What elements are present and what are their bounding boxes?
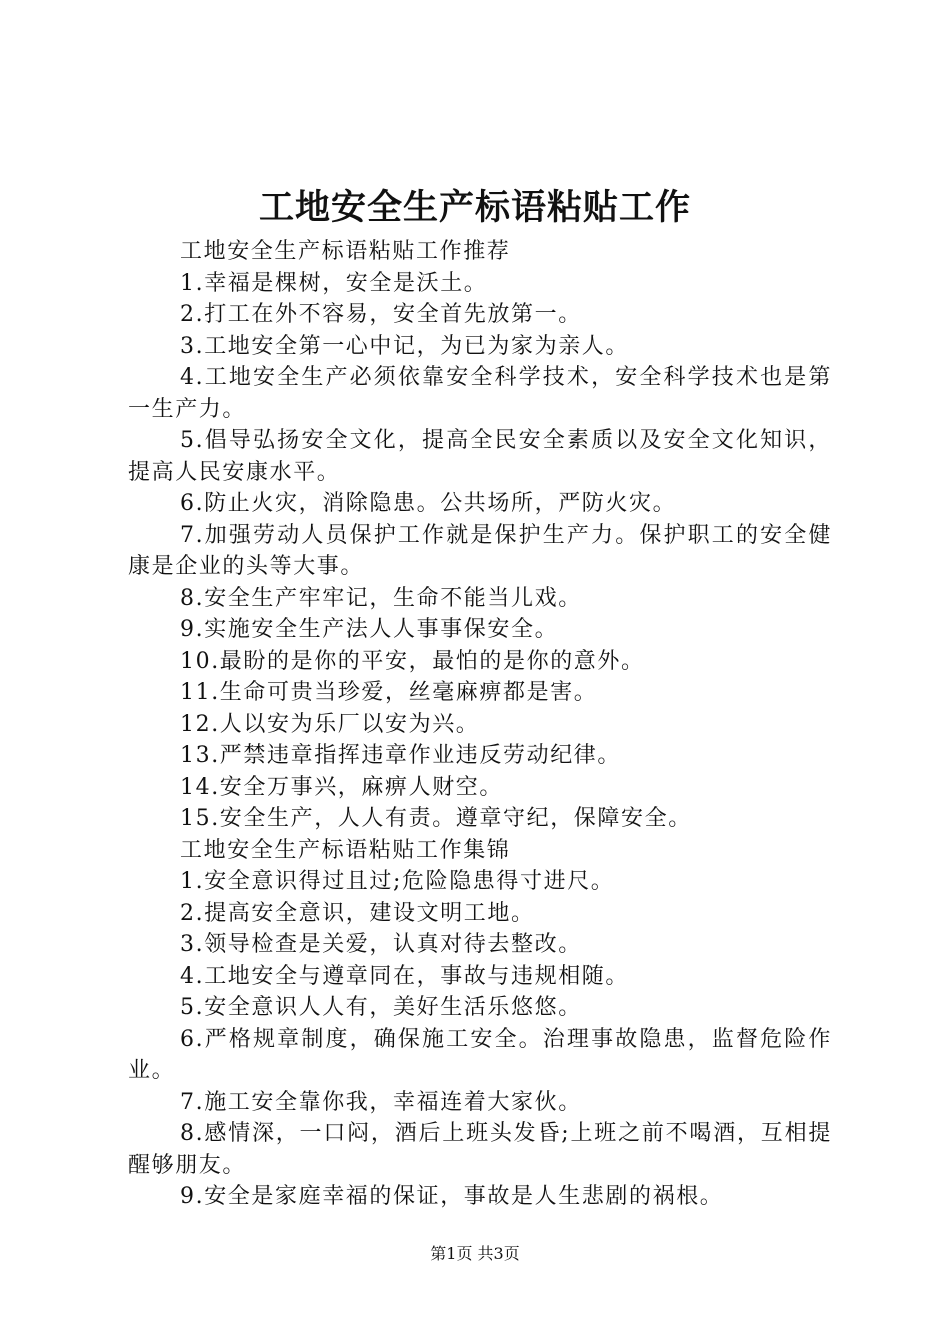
- paragraph: 9.安全是家庭幸福的保证，事故是人生悲剧的祸根。: [180, 1184, 724, 1209]
- paragraph: 2.打工在外不容易，安全首先放第一。: [180, 302, 582, 327]
- page-footer: 第1页 共3页: [430, 1244, 520, 1263]
- paragraph: 13.严禁违章指挥违章作业违反劳动纪律。: [180, 743, 621, 768]
- paragraph: 3.领导检查是关爱，认真对待去整改。: [180, 932, 582, 957]
- paragraph: 8.感情深，一口闷，酒后上班头发昏;上班之前不喝酒，互相提醒够朋友。: [128, 1121, 832, 1178]
- paragraph: 10.最盼的是你的平安，最怕的是你的意外。: [180, 648, 645, 674]
- paragraph: 工地安全生产标语粘贴工作集锦: [180, 837, 511, 863]
- paragraph: 1.幸福是棵树，安全是沃土。: [180, 270, 488, 296]
- paragraph: 4.工地安全生产必须依靠安全科学技术，安全科学技术也是第一生产力。: [128, 365, 832, 422]
- paragraph: 15.安全生产，人人有责。遵章守纪，保障安全。: [180, 806, 692, 831]
- paragraph: 6.防止火灾，消除隐患。公共场所，严防火灾。: [180, 491, 677, 516]
- paragraph: 6.严格规章制度，确保施工安全。治理事故隐患，监督危险作业。: [128, 1026, 832, 1083]
- document-body: [128, 236, 832, 1213]
- paragraph: 工地安全生产标语粘贴工作推荐: [180, 239, 511, 264]
- paragraph: 14.安全万事兴，麻痹人财空。: [180, 774, 503, 800]
- paragraph: 2.提高安全意识，建设文明工地。: [180, 900, 535, 926]
- paragraph: 11.生命可贵当珍爱，丝毫麻痹都是害。: [180, 680, 598, 705]
- paragraph: 8.安全生产牢牢记，生命不能当儿戏。: [180, 585, 582, 611]
- paragraph: 7.加强劳动人员保护工作就是保护生产力。保护职工的安全健康是企业的头等大事。: [128, 522, 832, 579]
- paragraph: 12.人以安为乐厂以安为兴。: [180, 711, 480, 737]
- paragraph: 7.施工安全靠你我，幸福连着大家伙。: [180, 1089, 582, 1115]
- paragraph: 3.工地安全第一心中记，为已为家为亲人。: [180, 333, 629, 359]
- paragraph: 5.安全意识人人有，美好生活乐悠悠。: [180, 995, 582, 1020]
- paragraph: 4.工地安全与遵章同在，事故与违规相随。: [180, 963, 629, 989]
- paragraph: 5.倡导弘扬安全文化，提高全民安全素质以及安全文化知识，提高人民安康水平。: [128, 428, 832, 485]
- paragraph: 1.安全意识得过且过;危险隐患得寸进尺。: [180, 869, 615, 894]
- paragraph: 9.实施安全生产法人人事事保安全。: [180, 617, 559, 642]
- document-title: 工地安全生产标语粘贴工作: [258, 187, 691, 228]
